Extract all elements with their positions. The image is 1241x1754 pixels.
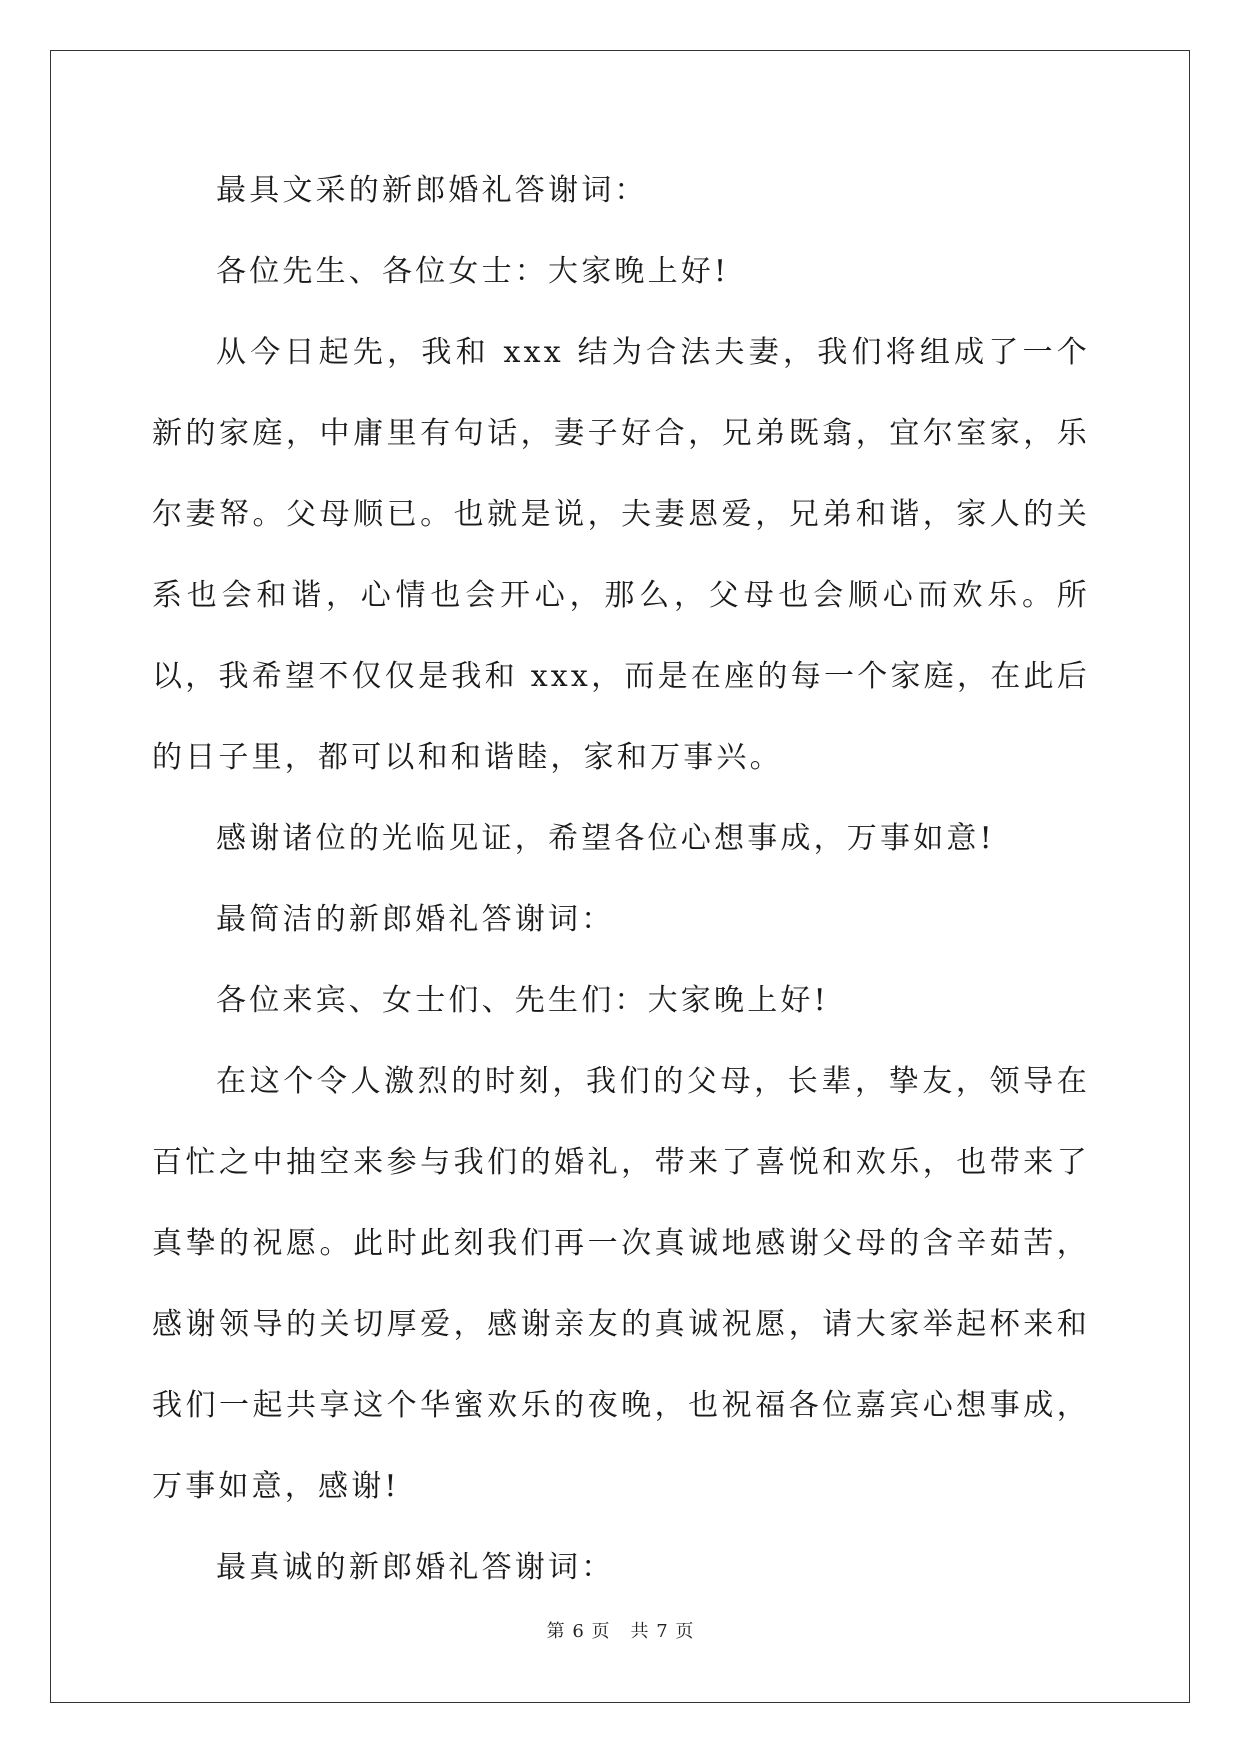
heading-sincere-speech: 最真诚的新郎婚礼答谢词：: [216, 1550, 615, 1585]
page-total: 共 7 页: [630, 1621, 695, 1642]
document-body: [152, 150, 1090, 1608]
heading-concise-speech: 最简洁的新郎婚礼答谢词：: [216, 902, 615, 937]
body-paragraph: 从今日起先，我和 xxx 结为合法夫妻，我们将组成了一个新的家庭，中庸里有句话，妻子好合，兄弟既翕，宜尔室家，乐尔妻帑。父母顺已。也就是说，夫妻恩爱，兄弟和谐，家人的关系也会和谐，心情也会开心，那么，父母也会顺心而欢乐。所以，我希望不仅仅是我和 xxx，而是在座的每一个家庭，在此后的日子里，都可以和和谐睦，家和万事兴。: [152, 335, 1090, 775]
body-paragraph: 在这个令人激烈的时刻，我们的父母，长辈，挚友，领导在百忙之中抽空来参与我们的婚礼，带来了喜悦和欢乐，也带来了真挚的祝愿。此时此刻我们再一次真诚地感谢父母的含辛茹苦，感谢领导的关切厚爱，感谢亲友的真诚祝愿，请大家举起杯来和我们一起共享这个华蜜欢乐的夜晚，也祝福各位嘉宾心想事成，万事如意，感谢!: [152, 1064, 1090, 1504]
page-number: 第 6 页: [546, 1621, 611, 1642]
page-footer: [0, 1617, 1241, 1643]
heading-literary-speech: 最具文采的新郎婚礼答谢词：: [216, 173, 648, 208]
greeting-paragraph: 各位来宾、女士们、先生们：大家晚上好!: [216, 983, 829, 1018]
thanks-paragraph: 感谢诸位的光临见证，希望各位心想事成，万事如意!: [216, 821, 995, 856]
greeting-paragraph: 各位先生、各位女士：大家晚上好!: [216, 254, 730, 289]
